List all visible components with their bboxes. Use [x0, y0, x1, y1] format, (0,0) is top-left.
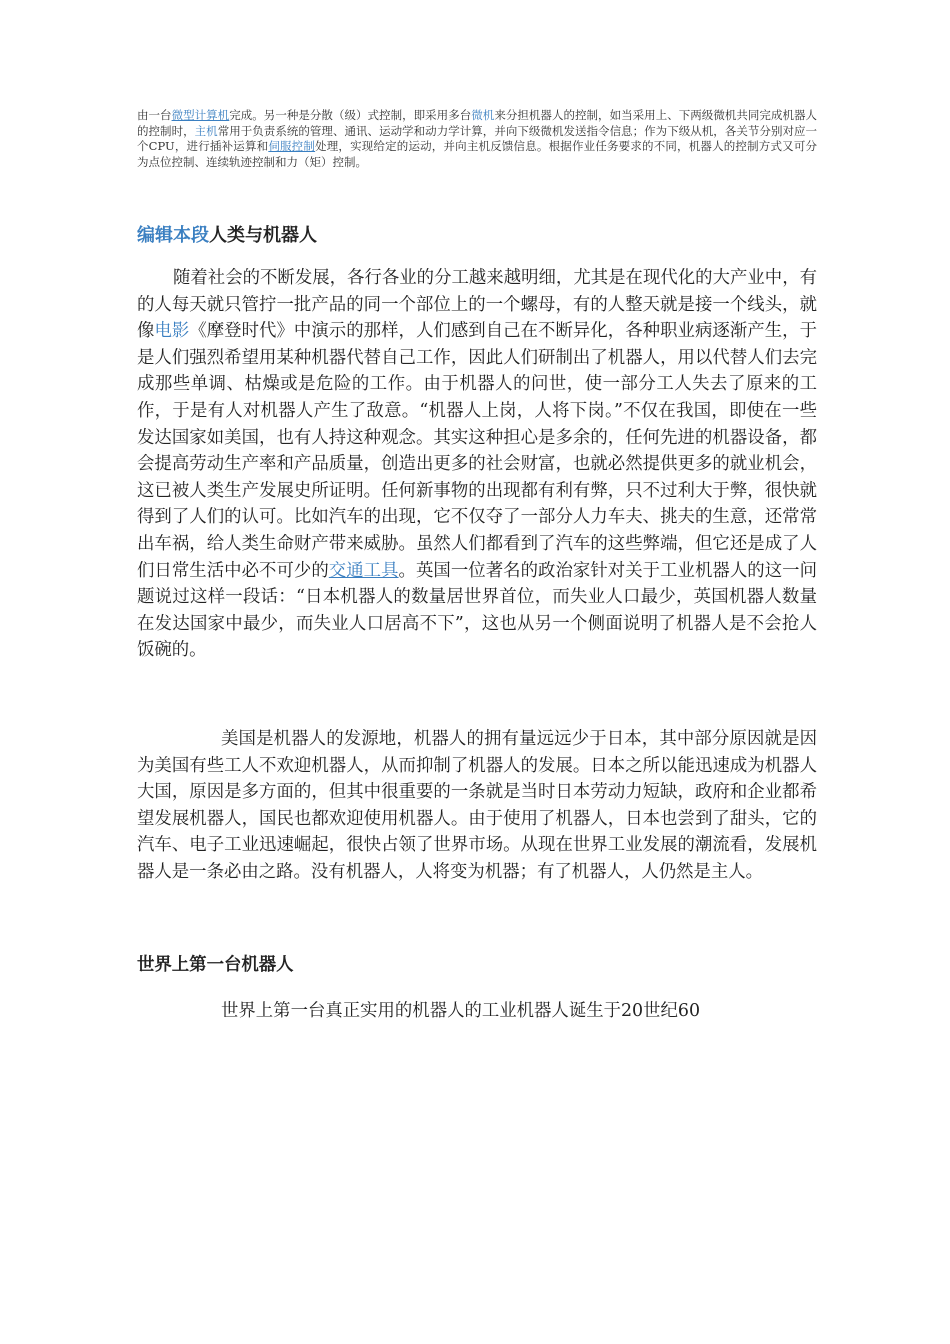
intro-text-2: 完成。另一种是分散（级）式控制，即采用多台	[229, 108, 472, 122]
para1-text-1: 随着社会的不断发展，各行各业的分工越来越明细，尤其是在现代化的大产业中，有的人每天就只管拧一批产品的同一个部位上的一个螺母，有的人整天就是接一个线头，就像	[137, 268, 817, 342]
section-title: 人类与机器人	[209, 225, 317, 246]
paragraph-1	[137, 265, 817, 664]
para1-text-3: 。英国一位著名的政治家针对关于工业机器人的这一问题说过这样一段话：“日本机器人的数量居世界首位，而失业人口最少，英国机器人数量在发达国家中最少，而失业人口居高不下”，这也从另一个侧面说明了机器人是不会抢人饭碗的。	[137, 560, 817, 661]
host-link[interactable]: 主机	[194, 123, 218, 138]
edit-section-link[interactable]: 编辑本段	[137, 225, 209, 246]
paragraph-2: 美国是机器人的发源地，机器人的拥有量远远少于日本，其中部分原因就是因为美国有些工人不欢迎机器人，从而抑制了机器人的发展。日本之所以能迅速成为机器人大国，原因是多方面的，但其中很重要的一条就是当时日本劳动力短缺，政府和企业都希望发展机器人，国民也都欢迎使用机器人。由于使用了机器人，日本也尝到了甜头，它的汽车、电子工业迅速崛起，很快占领了世界市场。从现在世界工业发展的潮流看，发展机器人是一条必由之路。没有机器人，人将变为机器；有了机器人，人仍然是主人。	[137, 729, 817, 882]
paragraph-3: 世界上第一台真正实用的机器人的工业机器人诞生于20世纪60	[221, 1001, 701, 1021]
transport-link[interactable]: 交通工具	[328, 560, 399, 581]
para1-text-2: 《摩登时代》中演示的那样，人们感到自己在不断异化，各种职业病逐渐产生，于是人们强烈希望用某种机器代替自己工作，因此人们研制出了机器人，用以代替人们去完成那些单调、枯燥或是危险的工作。由于机器人的问世，使一部分工人失去了原来的工作，于是有人对机器人产生了敌意。“机器人上岗，人将下岗。”不仅在我国，即使在一些发达国家如美国，也有人持这种观念。其实这种担心是多余的，任何先进的机器设备，都会提高劳动生产率和产品质量，创造出更多的社会财富，也就必然提供更多的就业机会，这已被人类生产发展史所证明。任何新事物的出现都有利有弊，只不过利大于弊，很快就得到了人们的认可。比如汽车的出现，它不仅夺了一部分人力车夫、挑夫的生意，还常常出车祸，给人类生命财产带来威胁。虽然人们都看到了汽车的这些弊端，但它还是成了人们日常生活中必不可少的	[137, 321, 817, 581]
section-heading-humans-robots	[137, 224, 317, 248]
micro-link[interactable]: 微机	[471, 108, 495, 122]
intro-text-4: 常用于负责系统的管理、通讯、运动学和动力学计算，并向下级微机发送指令信息；作为下级从机，各关节分别对应一个CPU，进行插补运算和	[137, 123, 818, 153]
intro-text-5: 处理，实现给定的运动，并向主机反馈信息。根据作业任务要求的不同，机器人的控制方式又可分为点位控制、连续轨迹控制和力（矩）控制。	[137, 139, 818, 169]
intro-text-3: 来分担机器人的控制，如当采用上、下两级微机共同完成机器人的控制时，	[137, 108, 818, 138]
movie-link[interactable]: 电影	[154, 321, 190, 342]
microcomputer-link[interactable]: 微型计算机	[171, 108, 230, 122]
section-heading-first-robot: 世界上第一台机器人	[137, 955, 294, 975]
intro-paragraph	[137, 108, 817, 170]
servo-control-link[interactable]: 伺服控制	[268, 139, 316, 153]
intro-text-1: 由一台	[137, 108, 172, 122]
